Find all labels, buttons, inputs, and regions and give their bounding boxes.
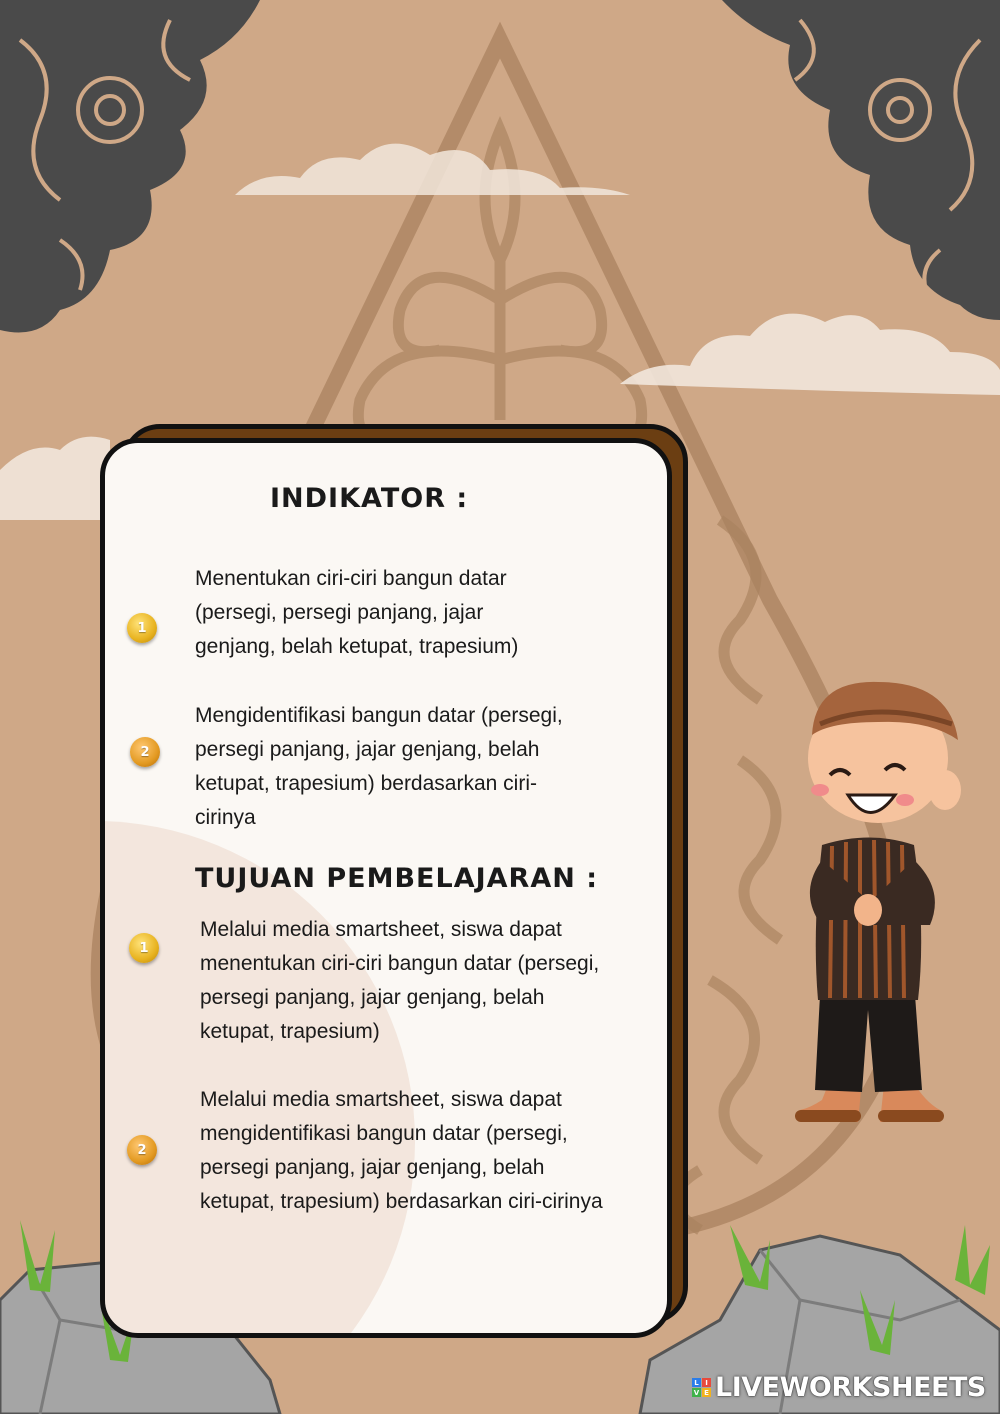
card-glow-decoration	[100, 821, 415, 1338]
indikator-item-2-text: Mengidentifikasi bangun datar (persegi, persegi panjang, jajar genjang, belah ketupat, trapesium) berdasarkan ciri-cirinya	[195, 704, 563, 829]
tujuan-item-2-text: Melalui media smartsheet, siswa dapat mengidentifikasi bangun datar (persegi, persegi panjang, jajar genjang, belah ketupat, trapesium) berdasarkan ciri-cirinya	[200, 1088, 603, 1213]
badge-number: 1	[139, 940, 149, 956]
tujuan-item-1-text: Melalui media smartsheet, siswa dapat menentukan ciri-ciri bangun datar (persegi, persegi panjang, jajar genjang, belah ketupat, trapesium)	[200, 918, 600, 1043]
batik-corner-right-icon	[722, 0, 1000, 320]
cloud-icon	[620, 314, 1000, 395]
batik-corner-left-icon	[0, 0, 260, 333]
javanese-boy-character-icon	[795, 682, 961, 1122]
liveworksheets-watermark	[692, 1372, 986, 1403]
logo-letter-l: L	[692, 1378, 701, 1387]
tujuan-pembelajaran-heading: TUJUAN PEMBELAJARAN :	[195, 863, 599, 894]
tujuan-item-1-badge	[129, 933, 159, 963]
watermark-text: LIVEWORKSHEETS	[715, 1372, 986, 1403]
indikator-item-2-badge	[130, 737, 160, 767]
badge-number: 2	[137, 1142, 147, 1158]
indikator-item-1-badge	[127, 613, 157, 643]
content-card	[100, 438, 672, 1338]
logo-letter-v: V	[693, 1388, 700, 1397]
cloud-icon	[0, 437, 110, 520]
badge-number: 1	[137, 620, 147, 636]
tujuan-item-2-badge	[127, 1135, 157, 1165]
liveworksheets-logo-icon	[692, 1378, 711, 1397]
logo-letter-i: I	[702, 1378, 711, 1387]
indikator-item-1-text: Menentukan ciri-ciri bangun datar (persegi, persegi panjang, jajar genjang, belah ketupat, trapesium)	[195, 567, 519, 658]
logo-letter-e: E	[702, 1388, 711, 1397]
badge-number: 2	[140, 744, 150, 760]
indikator-heading: INDIKATOR :	[270, 483, 469, 514]
